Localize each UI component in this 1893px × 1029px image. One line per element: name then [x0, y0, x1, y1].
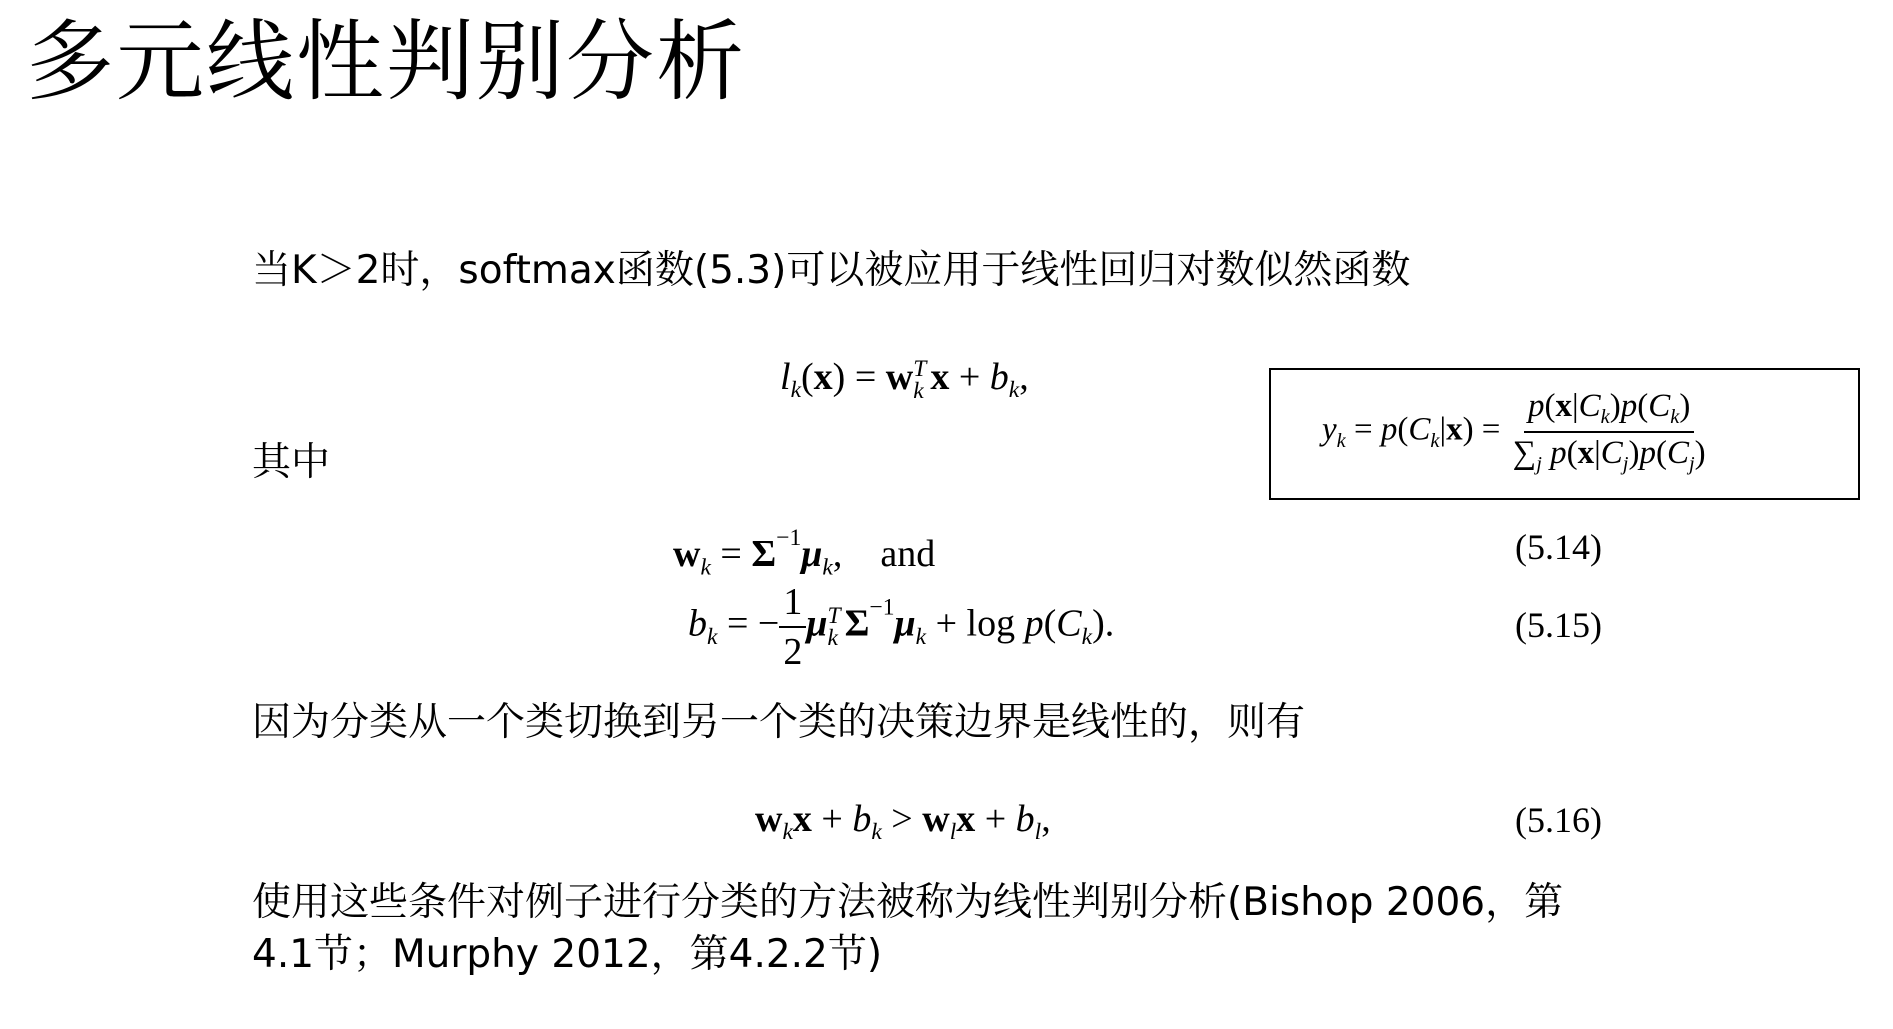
bias-equation: $b_k$ = − $\frac{1}{2}$ μ T k $\Sigma^{-1}\mu_k + \log p(C_k)$. [688, 581, 1115, 673]
closing-text-line1: 使用这些条件对例子进行分类的方法被称为线性判别分析(Bishop 2006，第 [252, 880, 1564, 925]
conclusion-text: 因为分类从一个类切换到另一个类的决策边界是线性的，则有 [252, 700, 1306, 745]
weight-equation: $w_k = \Sigma^{-1}\mu_k$, and [673, 525, 936, 581]
closing-text-line2: 4.1节；Murphy 2012，第4.2.2节) [252, 932, 883, 977]
slide-title: 多元线性判别分析 [26, 10, 747, 113]
intro-text: 当K＞2时，softmax函数(5.3)可以被应用于线性回归对数似然函数 [252, 248, 1411, 293]
posterior-formula: $y_k = p(C_k|x)$ = $\frac{p(x|C_k)p(C_k)}{\sum_j p(x|C_j)p(C_j)}$ [1322, 388, 1706, 476]
equation-number-5-16: (5.16) [1515, 800, 1602, 840]
linear-function-equation: $l_k(x) = w$ T k $x + b_k$, [780, 355, 1029, 405]
equation-number-5-14: (5.14) [1515, 527, 1602, 567]
and-word: and [880, 533, 936, 576]
decision-boundary-inequality: $w_kx + b_k > w_lx + b_l$, [755, 798, 1051, 846]
equation-number-5-15: (5.15) [1515, 605, 1602, 645]
where-label: 其中 [252, 440, 331, 485]
